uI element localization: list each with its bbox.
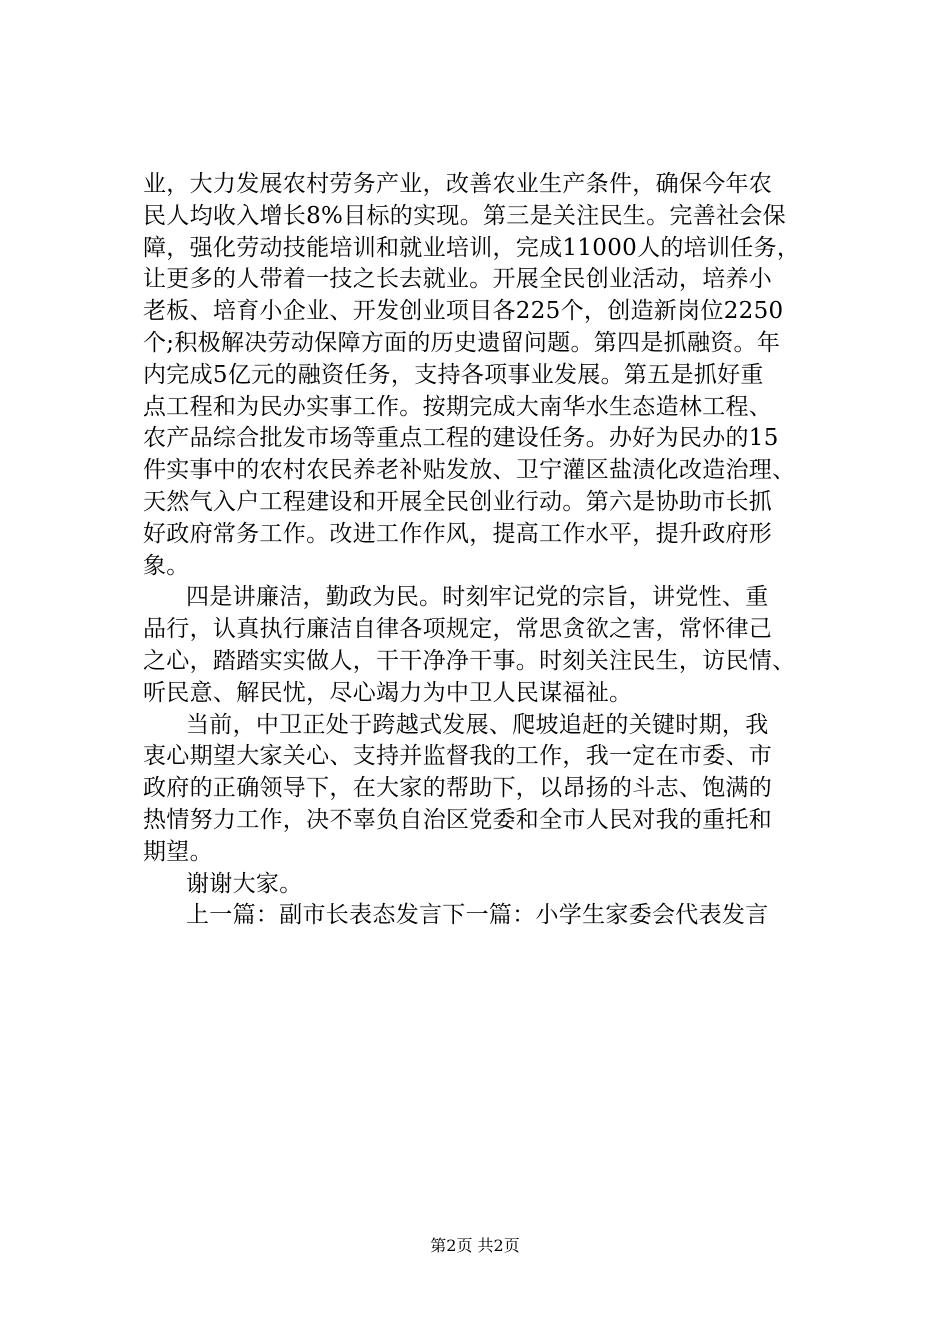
text-line: 障，强化劳动技能培训和就业培训，完成11000人的培训任务， [143, 234, 801, 261]
text-line: 政府的正确领导下，在大家的帮助下，以昂扬的斗志、饱满的 [143, 775, 773, 802]
text-line: 内完成5亿元的融资任务，支持各项事业发展。第五是抓好重 [143, 361, 764, 388]
paragraph-start-line: 四是讲廉洁，勤政为民。时刻牢记党的宗旨，讲党性、重 [186, 584, 769, 611]
text-line: 点工程和为民办实事工作。按期完成大南华水生态造林工程、 [143, 393, 773, 420]
text-line: 品行，认真执行廉洁自律各项规定，常思贪欲之害，常怀律己 [143, 616, 773, 643]
body-text [143, 169, 843, 932]
paragraph-start-line: 当前，中卫正处于跨越式发展、爬坡追赶的关键时期，我 [186, 711, 769, 738]
text-line: 民人均收入增长8%目标的实现。第三是关注民生。完善社会保 [143, 202, 786, 229]
page-number-footer: 第2页 共2页 [430, 1236, 520, 1255]
text-line: 期望。 [143, 838, 213, 865]
text-line: 热情努力工作，决不辜负自治区党委和全市人民对我的重托和 [143, 806, 773, 833]
text-line: 农产品综合批发市场等重点工程的建设任务。办好为民办的15 [143, 425, 779, 452]
text-line: 之心，踏踏实实做人，干干净净干事。时刻关注民生，访民情、 [143, 647, 796, 674]
text-line: 好政府常务工作。改进工作作风，提高工作水平，提升政府形 [143, 520, 773, 547]
text-line: 听民意、解民忧，尽心竭力为中卫人民谋福祉。 [143, 679, 633, 706]
closing-line: 谢谢大家。 [186, 870, 303, 897]
text-line: 老板、培育小企业、开发创业项目各225个，创造新岗位2250 [143, 298, 784, 325]
text-line: 业，大力发展农村劳务产业，改善农业生产条件，确保今年农 [143, 171, 773, 197]
text-line: 件实事中的农村农民养老补贴发放、卫宁灌区盐渍化改造治理、 [143, 457, 796, 484]
text-line: 个;积极解决劳动保障方面的历史遗留问题。第四是抓融资。年 [143, 329, 781, 356]
prev-next-links: 上一篇：副市长表态发言下一篇：小学生家委会代表发言 [186, 902, 769, 929]
text-line: 象。 [143, 552, 190, 579]
text-line: 衷心期望大家关心、支持并监督我的工作，我一定在市委、市 [143, 743, 773, 770]
text-line: 天然气入户工程建设和开展全民创业行动。第六是协助市长抓 [143, 488, 773, 515]
text-line: 让更多的人带着一技之长去就业。开展全民创业活动，培养小 [143, 266, 773, 293]
